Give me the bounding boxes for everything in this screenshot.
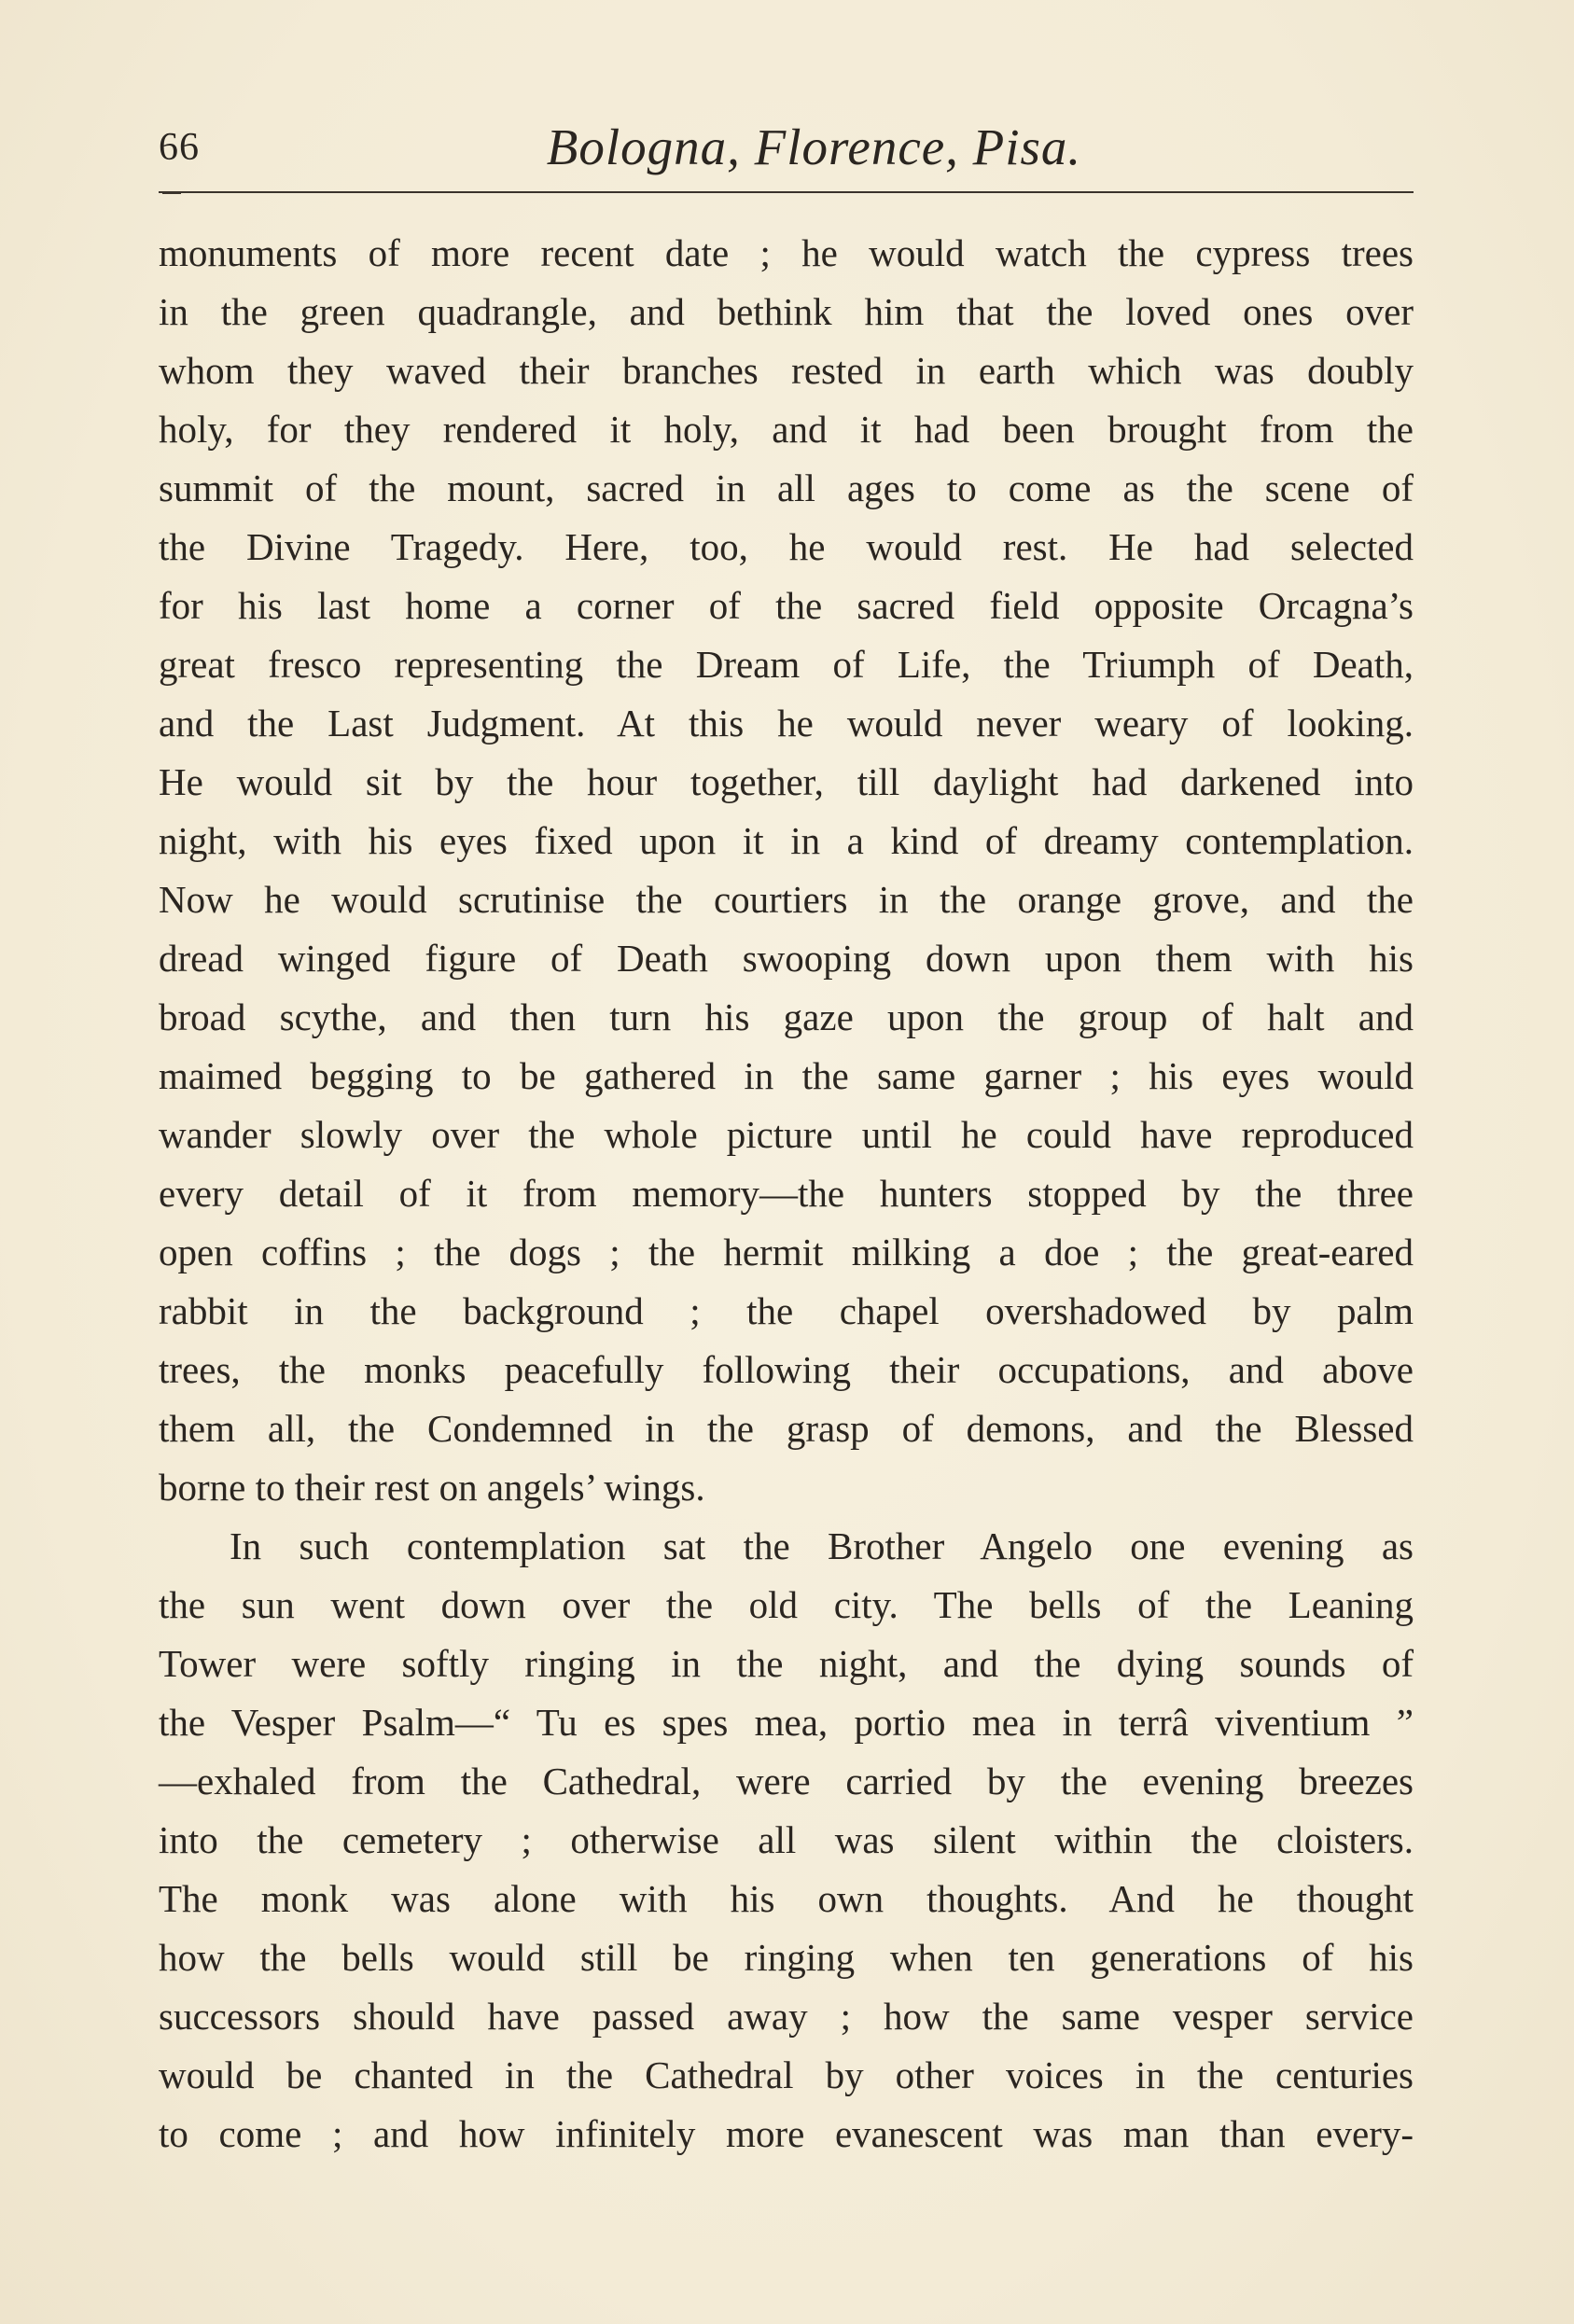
text-line: maimed begging to be gathered in the same garner ; his eyes would [159,1054,1414,1097]
text-line: wander slowly over the whole picture until he could have reproduced [159,1113,1414,1156]
text-line: would be chanted in the Cathedral by other voices in the centuries [159,2053,1414,2096]
page-header [159,110,1414,185]
header-rule [159,191,1414,193]
text-line: the sun went down over the old city. The bells of the Leaning [159,1583,1414,1626]
text-line: trees, the monks peacefully following their occupations, and above [159,1348,1414,1391]
text-line: whom they waved their branches rested in earth which was doubly [159,349,1414,392]
text-line: —exhaled from the Cathedral, were carried by the evening breezes [159,1760,1414,1802]
text-line: holy, for they rendered it holy, and it had been brought from the [159,408,1414,451]
text-line: how the bells would still be ringing when ten generations of his [159,1936,1414,1979]
text-line: broad scythe, and then turn his gaze upon the group of halt and [159,995,1414,1038]
text-line: night, with his eyes fixed upon it in a kind of dreamy contemplation. [159,819,1414,862]
text-line: He would sit by the hour together, till daylight had darkened into [159,760,1414,803]
text-line: every detail of it from memory—the hunters stopped by the three [159,1172,1414,1215]
text-line: in the green quadrangle, and bethink him that the loved ones over [159,290,1414,333]
text-line: summit of the mount, sacred in all ages to come as the scene of [159,466,1414,509]
text-line: monuments of more recent date ; he would watch the cypress trees [159,231,1414,274]
page-number: 66 [159,126,200,169]
text-line: Now he would scrutinise the courtiers in the orange grove, and the [159,878,1414,921]
text-line: to come ; and how infinitely more evanescent was man than every- [159,2112,1414,2155]
text-line: open coffins ; the dogs ; the hermit milking a doe ; the great-eared [159,1231,1414,1273]
text-line: successors should have passed away ; how the same vesper service [159,1995,1414,2038]
text-line: the Vesper Psalm—“ Tu es spes mea, portio mea in terrâ viventium ” [159,1701,1414,1744]
text-line: them all, the Condemned in the grasp of demons, and the Blessed [159,1407,1414,1450]
text-line: the Divine Tragedy. Here, too, he would rest. He had selected [159,525,1414,568]
text-line: into the cemetery ; otherwise all was silent within the cloisters. [159,1818,1414,1861]
text-line: The monk was alone with his own thoughts. And he thought [159,1877,1414,1920]
running-title: Bologna, Florence, Pisa. [546,118,1082,175]
text-line: and the Last Judgment. At this he would never weary of looking. [159,702,1414,745]
text-line: dread winged figure of Death swooping down upon them with his [159,937,1414,980]
text-line: great fresco representing the Dream of Life, the Triumph of Death, [159,643,1414,686]
text-line: for his last home a corner of the sacred field opposite Orcagna’s [159,584,1414,627]
text-line: Tower were softly ringing in the night, and the dying sounds of [159,1642,1414,1685]
body-text [159,224,1414,2164]
text-line: borne to their rest on angels’ wings. [159,1466,705,1509]
text-line: rabbit in the background ; the chapel overshadowed by palm [159,1289,1414,1332]
text-line: In such contemplation sat the Brother Angelo one evening as [230,1524,1414,1567]
